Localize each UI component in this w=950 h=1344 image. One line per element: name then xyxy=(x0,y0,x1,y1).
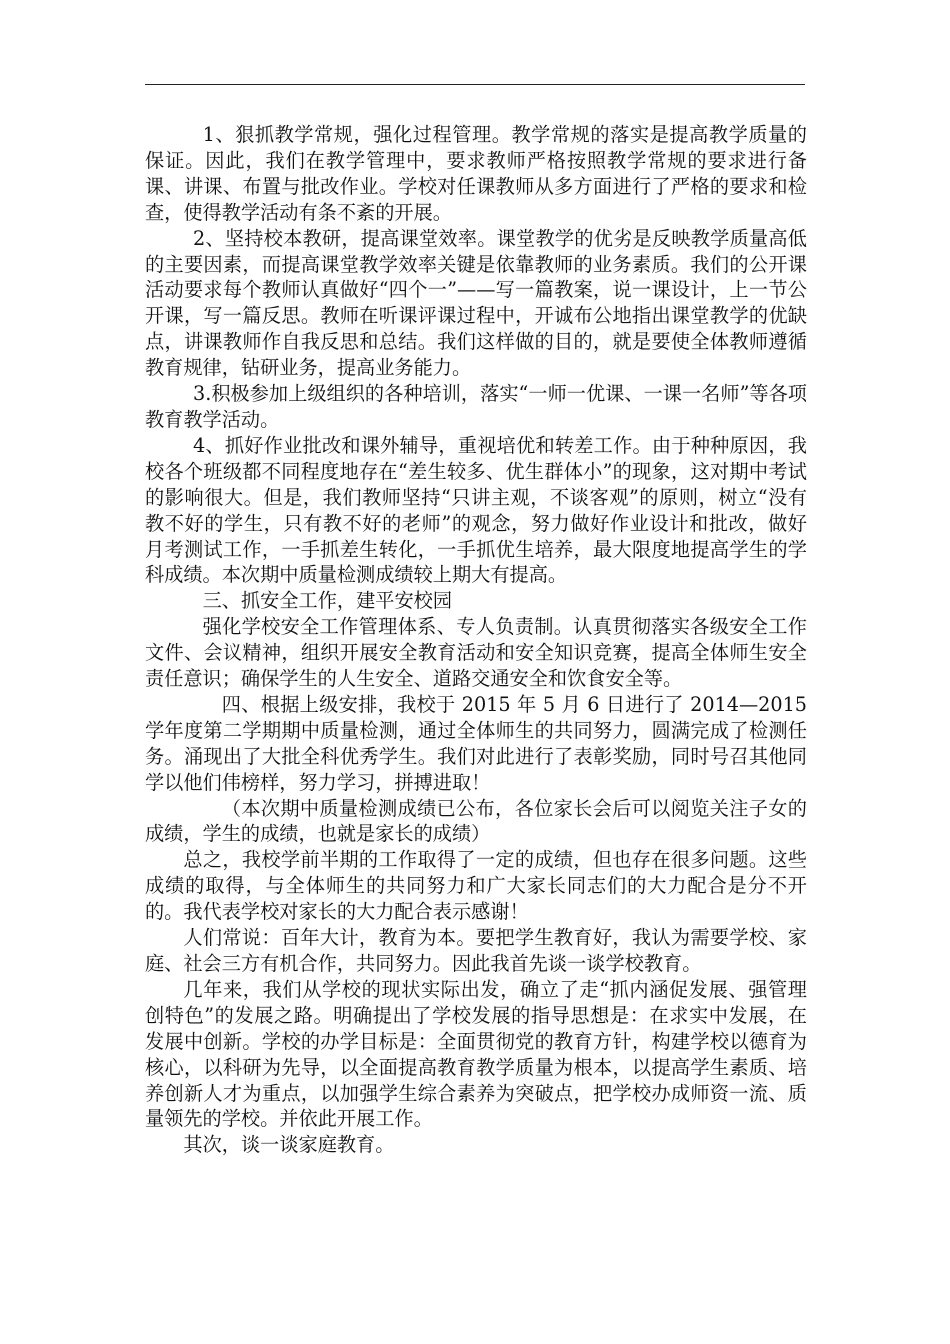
paragraph-summary: 总之，我校学前半期的工作取得了一定的成绩，但也存在很多问题。这些成绩的取得，与全体师生的共同努力和广大家长同志们的大力配合是分不开的。我代表学校对家长的大力配合表示感谢！ xyxy=(145,848,807,924)
paragraph-notice: （本次期中质量检测成绩已公布，各位家长会后可以阅览关注子女的成绩，学生的成绩，也就是家长的成绩） xyxy=(145,796,807,846)
paragraph-3: 3.积极参加上级组织的各种培训，落实“一师一优课、一课一名师”等各项教育教学活动。 xyxy=(145,382,807,431)
document-body xyxy=(145,122,807,1158)
paragraph-safety: 强化学校安全工作管理体系、专人负责制。认真贯彻落实各级安全工作文件、会议精神，组织开展安全教育活动和安全知识竞赛，提高全体师生安全责任意识；确保学生的人生安全、道路交通安全和饮食安全等。 xyxy=(145,615,807,691)
paragraph-saying: 人们常说：百年大计，教育为本。要把学生教育好，我认为需要学校、家庭、社会三方有机合作，共同努力。因此我首先谈一谈学校教育。 xyxy=(145,926,807,975)
section-heading-safety: 三、抓安全工作，建平安校园 xyxy=(202,589,453,613)
header-rule xyxy=(145,84,805,85)
paragraph-4: 4、抓好作业批改和课外辅导，重视培优和转差工作。由于种种原因，我校各个班级都不同程度地存在“差生较多、优生群体小”的现象，这对期中考试的影响很大。但是，我们教师坚持“只讲主观，不谈客观”的原则，树立“没有教不好的学生，只有教不好的老师”的观念，努力做好作业设计和批改，做好月考测试工作，一手抓差生转化，一手抓优生培养，最大限度地提高学生的学科成绩。本次期中质量检测成绩较上期大有提高。 xyxy=(145,433,807,587)
paragraph-2: 2、坚持校本教研，提高课堂效率。课堂教学的优劣是反映教学质量高低的主要因素，而提高课堂教学效率关键是依靠教师的业务素质。我们的公开课活动要求每个教师认真做好“四个一”——写一篇教案，说一课设计，上一节公开课，写一篇反思。教师在听课评课过程中，开诚布公地指出课堂教学的优缺点，讲课教师作自我反思和总结。我们这样做的目的，就是要使全体教师遵循教育规律，钻研业务，提高业务能力。 xyxy=(145,226,807,380)
paragraph-exam: 四、根据上级安排，我校于 2015 年 5 月 6 日进行了 2014—2015 学年度第二学期期中质量检测，通过全体师生的共同努力，圆满完成了检测任务。涌现出了大批全科优秀学生。我们对此进行了表彰奖励，同时号召其他同学以他们伟榜样，努力学习，拼搏进取！ xyxy=(145,692,807,794)
paragraph-school-education: 几年来，我们从学校的现状实际出发，确立了走“抓内涵促发展、强管理创特色”的发展之路。明确提出了学校发展的指导思想是：在求实中发展，在发展中创新。学校的办学目标是：全面贯彻党的教育方针，构建学校以德育为核心，以科研为先导，以全面提高教育教学质量为根本，以提高学生素质、培养创新人才为重点，以加强学生综合素养为突破点，把学校办成师资一流、质量领先的学校。并依此开展工作。 xyxy=(145,977,807,1131)
paragraph-1: 1、狠抓教学常规，强化过程管理。教学常规的落实是提高教学质量的保证。因此，我们在教学管理中，要求教师严格按照教学常规的要求进行备课、讲课、布置与批改作业。学校对任课教师从多方面进行了严格的要求和检查，使得教学活动有条不紊的开展。 xyxy=(145,123,807,224)
paragraph-family-education: 其次，谈一谈家庭教育。 xyxy=(183,1133,395,1157)
